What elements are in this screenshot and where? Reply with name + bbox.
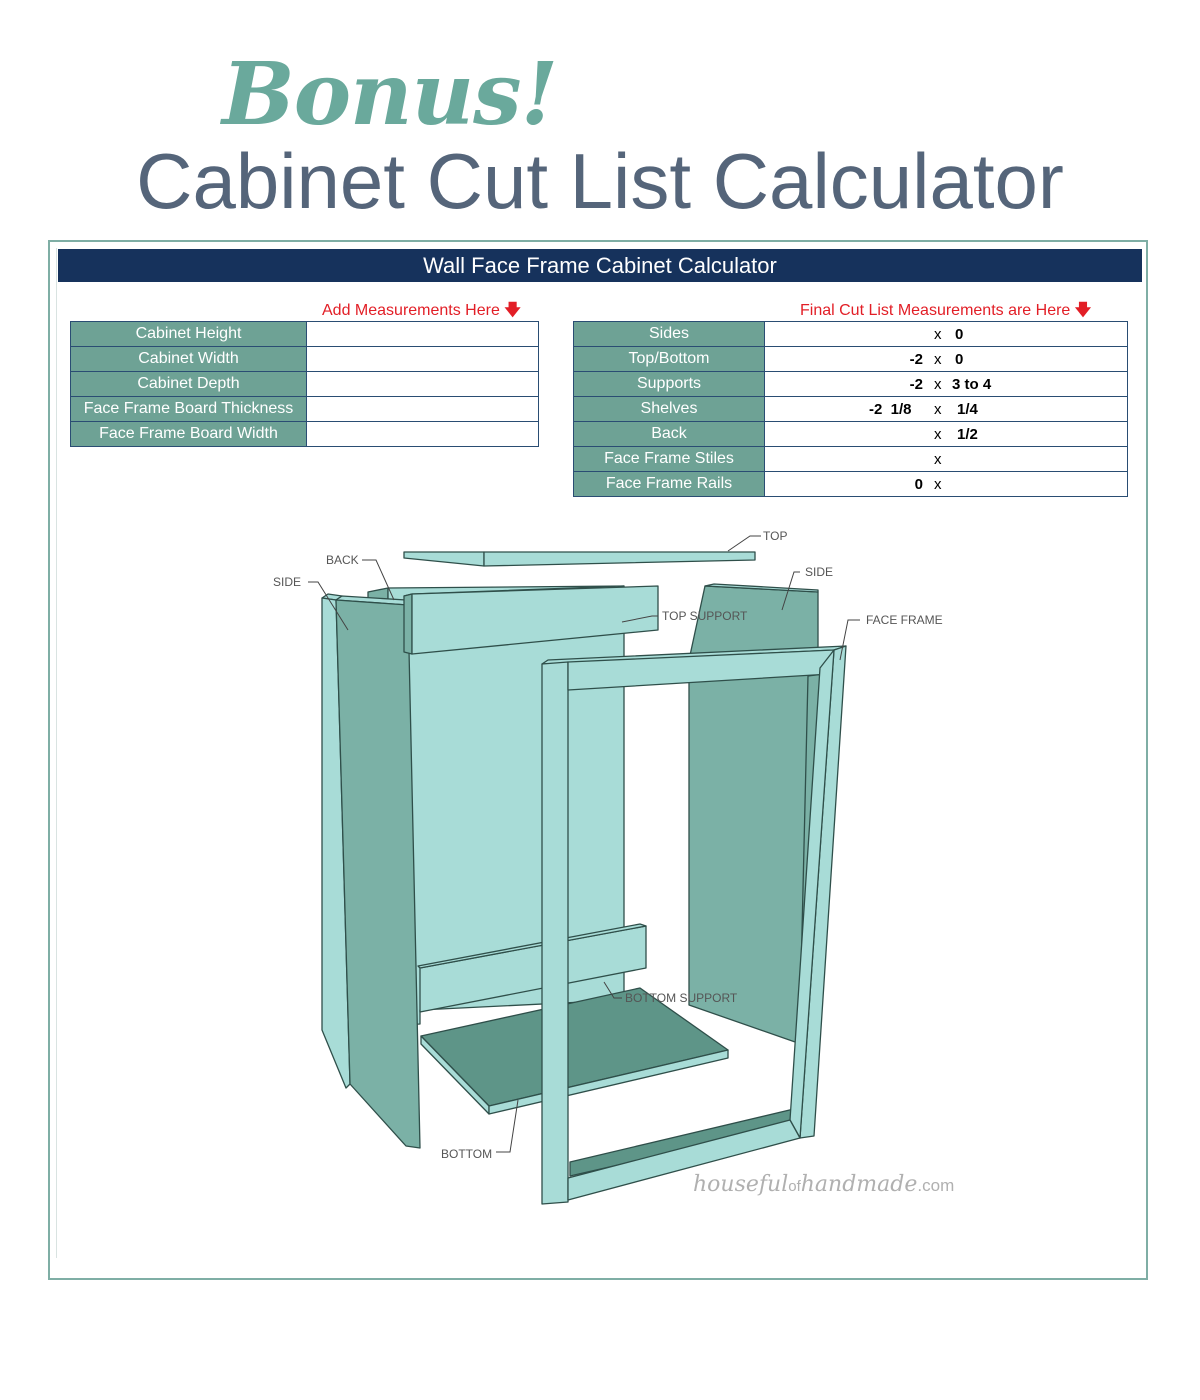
input-label-board-thickness: Face Frame Board Thickness: [71, 397, 307, 422]
label-top-support: TOP SUPPORT: [662, 609, 748, 623]
dim-b: 1/2: [957, 426, 978, 443]
input-label-cabinet-depth: Cabinet Depth: [71, 372, 307, 397]
dim-a: -2: [909, 351, 923, 368]
dim-a: -2: [909, 376, 923, 393]
leader-top: [728, 536, 761, 551]
dim-b: 1/4: [957, 401, 978, 418]
dim-x: x: [934, 451, 942, 468]
output-label-shelves: Shelves: [574, 397, 765, 422]
label-face-frame: FACE FRAME: [866, 613, 943, 627]
top-panel: [404, 552, 755, 566]
watermark-brand: houseful: [693, 1172, 789, 1197]
dim-b: 0: [955, 326, 964, 343]
calculator-title-bar: Wall Face Frame Cabinet Calculator: [58, 249, 1142, 282]
page-title: Cabinet Cut List Calculator: [136, 137, 1064, 225]
arrow-down-icon: 🡇: [1074, 302, 1092, 319]
dim-a: -2 1/8: [869, 401, 912, 418]
output-label-face-frame-stiles: Face Frame Stiles: [574, 447, 765, 472]
dim-x: x: [934, 401, 942, 418]
output-label-back: Back: [574, 422, 765, 447]
watermark-handmade: handmade: [800, 1172, 918, 1197]
dim-x: x: [934, 476, 942, 493]
dim-x: x: [934, 326, 942, 343]
arrow-down-icon: 🡇: [504, 302, 521, 319]
dim-x: x: [934, 426, 942, 443]
bonus-heading: Bonus!: [222, 44, 558, 145]
watermark-of: of: [788, 1178, 801, 1195]
watermark-tld: .com: [917, 1176, 955, 1195]
dim-b: 0: [955, 351, 964, 368]
left-side-panel: [322, 594, 420, 1148]
label-side-right: SIDE: [805, 565, 834, 579]
output-hint-text: Final Cut List Measurements are Here: [800, 302, 1071, 319]
label-back: BACK: [326, 553, 359, 567]
output-label-sides: Sides: [574, 322, 765, 347]
output-label-supports: Supports: [574, 372, 765, 397]
output-label-top-bottom: Top/Bottom: [574, 347, 765, 372]
dim-a: 0: [914, 476, 923, 493]
label-bottom: BOTTOM: [441, 1147, 493, 1161]
input-label-board-width: Face Frame Board Width: [71, 422, 307, 447]
input-hint-text: Add Measurements Here: [322, 302, 500, 319]
label-side-left: SIDE: [273, 575, 302, 589]
label-bottom-support: BOTTOM SUPPORT: [625, 991, 738, 1005]
output-label-face-frame-rails: Face Frame Rails: [574, 472, 765, 497]
input-label-cabinet-height: Cabinet Height: [71, 322, 307, 347]
dim-x: x: [934, 351, 942, 368]
input-label-cabinet-width: Cabinet Width: [71, 347, 307, 372]
watermark-logo: [693, 1172, 954, 1197]
dim-b: 3 to 4: [952, 376, 992, 393]
label-top: TOP: [763, 529, 788, 543]
dim-x: x: [934, 376, 942, 393]
